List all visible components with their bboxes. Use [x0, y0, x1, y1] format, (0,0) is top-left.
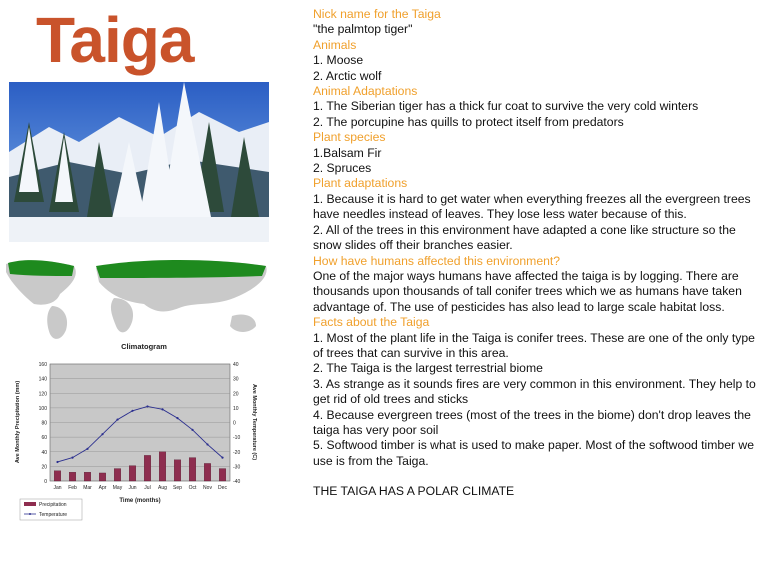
precipitation-bar: [114, 469, 121, 481]
temperature-point: [176, 417, 178, 419]
section-heading: Nick name for the Taiga: [313, 7, 441, 21]
temperature-point: [71, 457, 73, 459]
y-tick-label: 0: [44, 479, 47, 485]
temperature-point: [221, 457, 223, 459]
y-tick-label: 40: [41, 449, 47, 456]
precipitation-bar: [189, 458, 196, 481]
x-tick-label: Aug: [158, 485, 167, 491]
precipitation-bar: [69, 472, 76, 481]
precipitation-bar: [99, 473, 106, 481]
temperature-point: [131, 410, 133, 412]
legend-precipitation-swatch: [24, 502, 36, 506]
right-y-tick-label: 40: [233, 362, 239, 368]
section-line: 1.Balsam Fir: [313, 145, 382, 160]
x-tick-label: Feb: [68, 485, 77, 491]
section-line: 5. Softwood timber is what is used to make paper. Most of the softwood timber we use is from the Taiga.: [313, 438, 754, 468]
right-y-tick-label: -40: [233, 479, 241, 485]
y-tick-label: 140: [38, 376, 47, 383]
legend-temperature-label: Temperature: [39, 512, 68, 518]
section-line: 1. Moose: [313, 53, 364, 68]
x-tick-label: Oct: [188, 485, 197, 491]
precipitation-bar: [144, 455, 151, 481]
x-tick-label: Dec: [218, 485, 227, 491]
section-line: 2. All of the trees in this environment have adapted a cone like structure so the snow slides off their branches easier.: [313, 222, 736, 253]
section-heading: Animal Adaptations: [313, 84, 418, 99]
section-line: 2. The Taiga is the largest terrestrial biome: [313, 361, 543, 376]
temperature-point: [86, 448, 88, 450]
precipitation-bar: [84, 472, 91, 481]
legend-precipitation-label: Precipitation: [39, 502, 67, 508]
y-tick-label: 120: [38, 391, 47, 398]
precipitation-bar: [174, 460, 181, 481]
x-tick-label: Jun: [128, 485, 137, 491]
x-tick-label: Sep: [173, 485, 182, 491]
section-heading: Animals: [313, 37, 357, 52]
snowy-forest-photo: [9, 82, 269, 242]
section-line: 2. Arctic wolf: [313, 68, 382, 83]
section-line: 2. The porcupine has quills to protect itself from predators: [313, 114, 624, 129]
x-tick-label: Jan: [53, 485, 62, 491]
right-y-tick-label: -20: [233, 449, 241, 456]
temperature-point: [146, 405, 148, 407]
climatogram-chart: [6, 340, 266, 522]
section-line: 2. Spruces: [313, 161, 372, 176]
right-y-tick-label: 10: [233, 405, 239, 412]
temperature-point: [116, 418, 118, 420]
x-tick-label: Nov: [203, 485, 212, 491]
y-tick-label: 100: [38, 405, 47, 412]
section-line: One of the major ways humans have affected the taiga is by logging. There are thousands upon thousands of tall conifer trees which we as humans have taken advantage of. The use of pesticides has also lead to large scale habitat loss.: [313, 268, 742, 314]
right-y-tick-label: 0: [233, 420, 236, 427]
section-line: 1. Because it is hard to get water when everything freezes all the evergreen trees have needles instead of leaves. They lose less water because of this.: [313, 191, 751, 222]
precipitation-bar: [204, 463, 211, 481]
section-line: "the palmtop tiger": [313, 22, 413, 37]
precipitation-bar: [159, 452, 166, 481]
x-tick-label: Jul: [144, 485, 151, 491]
section-line: 1. The Siberian tiger has a thick fur coat to survive the very cold winters: [313, 99, 699, 114]
right-y-tick-label: -10: [233, 435, 241, 442]
content-text: [313, 7, 765, 500]
temperature-point: [101, 433, 103, 435]
right-y-tick-label: 30: [233, 376, 239, 383]
right-y-tick-label: 20: [233, 391, 239, 398]
y-tick-label: 160: [38, 362, 47, 368]
right-y-tick-label: -30: [233, 464, 241, 471]
temperature-point: [206, 443, 208, 445]
section-heading: How have humans affected this environment?: [313, 253, 561, 268]
section-line: 4. Because evergreen trees (most of the trees in the biome) don't drop leaves the taiga has very poor soil: [313, 407, 751, 437]
precipitation-bar: [219, 469, 226, 481]
temperature-point: [56, 461, 58, 463]
spacer: [313, 469, 765, 484]
x-tick-label: Apr: [98, 485, 107, 491]
chart-title: Climatogram: [121, 342, 167, 351]
section-heading: Plant species: [313, 130, 386, 145]
precipitation-bar: [129, 466, 136, 481]
section-heading: Plant adaptations: [313, 176, 408, 191]
taiga-world-map: [4, 254, 272, 344]
chart-legend: [20, 499, 82, 520]
section-line: 3. As strange as it sounds fires are very common in this environment. They help to get rid of old trees and sticks: [313, 376, 756, 407]
section-heading: Facts about the Taiga: [313, 315, 430, 330]
section-line: 1. Most of the plant life in the Taiga is conifer trees. These are one of the only type of trees that can survive in this area.: [313, 330, 755, 360]
y-tick-label: 80: [41, 420, 47, 427]
precipitation-bar: [54, 471, 61, 481]
x-axis-label: Time (months): [119, 498, 161, 504]
y-tick-label: 60: [41, 435, 47, 442]
left-axis-label: Ave Monthly Precipitation (mm): [15, 380, 21, 464]
right-axis-label: Ave Monthly Temperature (C): [251, 383, 257, 461]
page-title: Taiga: [36, 4, 194, 76]
x-tick-label: May: [112, 485, 123, 491]
temperature-point: [191, 429, 193, 431]
temperature-point: [161, 408, 163, 410]
closing-statement: THE TAIGA HAS A POLAR CLIMATE: [313, 484, 515, 499]
x-tick-label: Mar: [83, 485, 92, 491]
y-tick-label: 20: [41, 464, 47, 471]
